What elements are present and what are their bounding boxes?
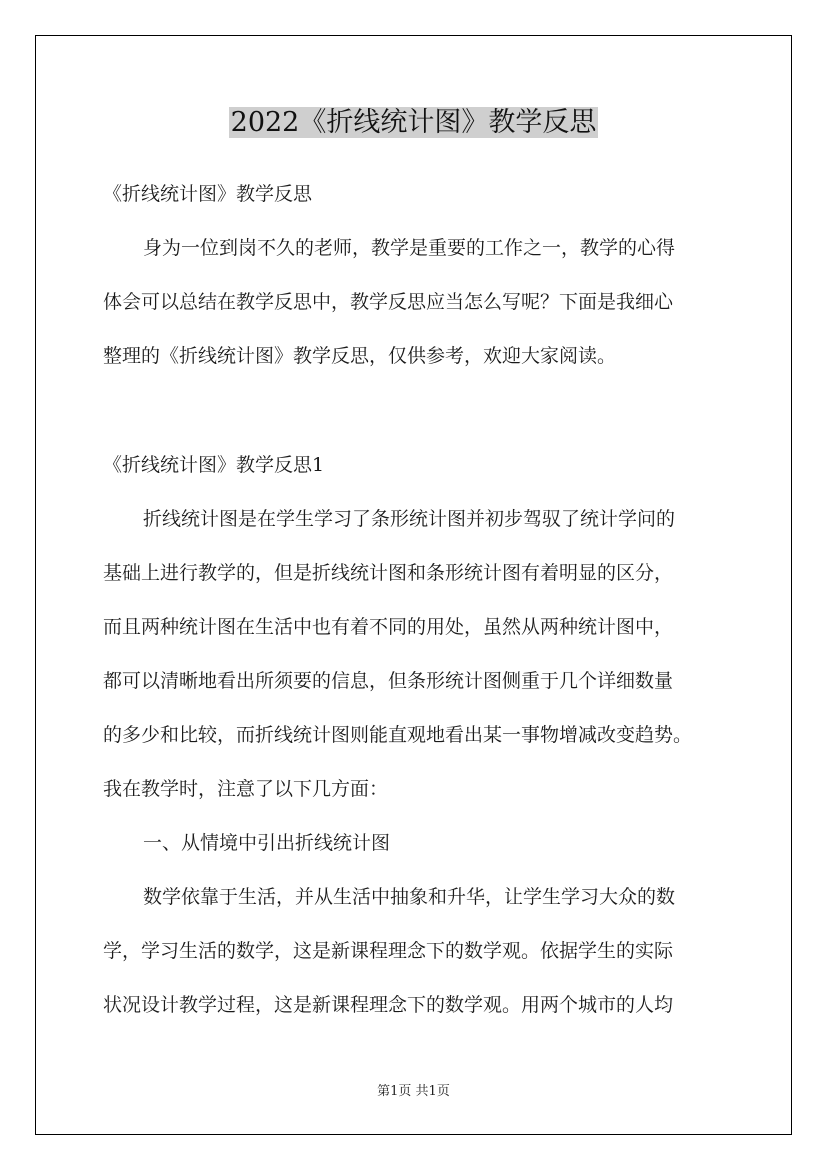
paragraph-line-5: 的多少和比较，而折线统计图则能直观地看出某一事物增减改变趋势。 — [103, 724, 693, 746]
intro-line-3: 整理的《折线统计图》教学反思，仅供参考，欢迎大家阅读。 — [103, 345, 617, 367]
paragraph-line-6: 我在教学时，注意了以下几方面： — [103, 778, 389, 800]
subtitle: 《折线统计图》教学反思 — [103, 183, 313, 205]
intro-line-1: 身为一位到岗不久的老师，教学是重要的工作之一，教学的心得 — [143, 237, 676, 259]
point-line-2: 学，学习生活的数学，这是新课程理念下的数学观。依据学生的实际 — [103, 940, 674, 962]
paragraph-line-1: 折线统计图是在学生学习了条形统计图并初步驾驭了统计学问的 — [143, 508, 676, 530]
paragraph-line-3: 而且两种统计图在生活中也有着不同的用处，虽然从两种统计图中， — [103, 616, 674, 638]
document-title: 2022《折线统计图》教学反思 — [230, 107, 597, 138]
point-heading: 一、从情境中引出折线统计图 — [143, 832, 391, 854]
section-heading: 《折线统计图》教学反思1 — [103, 454, 325, 476]
point-line-3: 状况设计教学过程，这是新课程理念下的数学观。用两个城市的人均 — [103, 994, 674, 1016]
page-footer: 第1页 共1页 — [377, 1084, 450, 1099]
paragraph-line-4: 都可以清晰地看出所须要的信息，但条形统计图侧重于几个详细数量 — [103, 670, 674, 692]
point-line-1: 数学依靠于生活，并从生活中抽象和升华，让学生学习大众的数 — [143, 886, 676, 908]
paragraph-line-2: 基础上进行教学的，但是折线统计图和条形统计图有着明显的区分， — [103, 562, 674, 584]
intro-line-2: 体会可以总结在教学反思中，教学反思应当怎么写呢？下面是我细心 — [103, 291, 674, 313]
